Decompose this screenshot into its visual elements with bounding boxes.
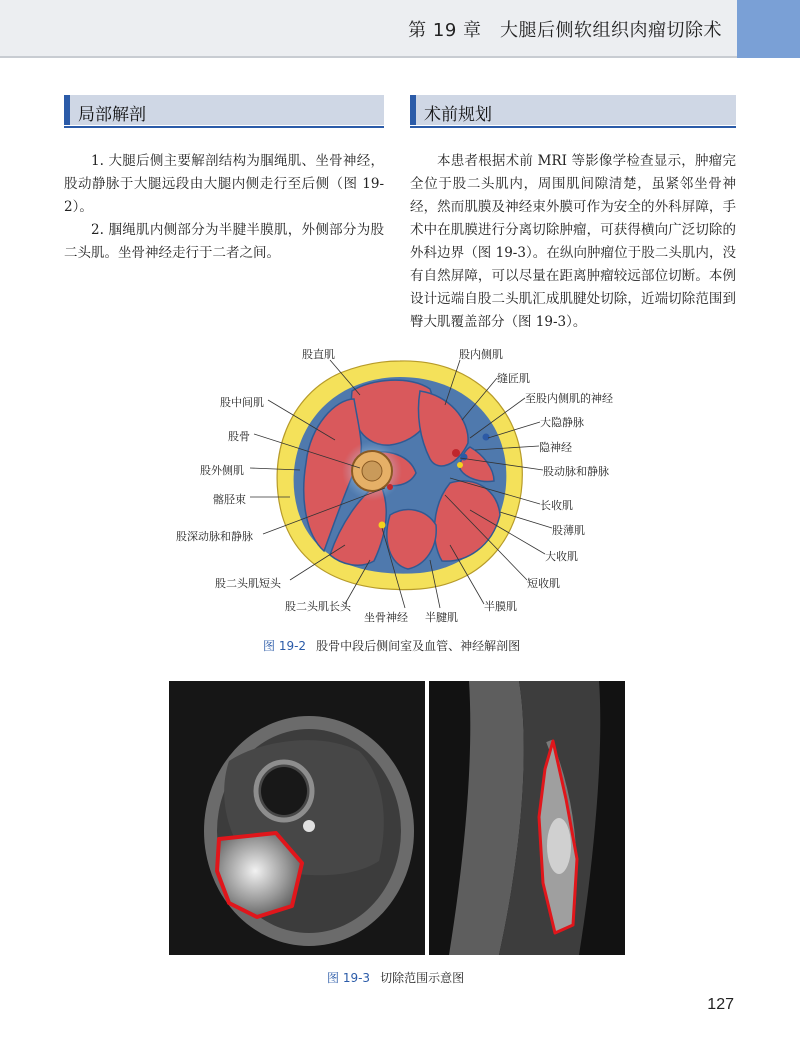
label-femur: 股骨 [228,430,250,443]
label-vastus-intermedius: 股中间肌 [220,396,264,409]
label-rectus-femoris: 股直肌 [302,348,335,361]
anatomy-paragraph-1: 1. 大腿后侧主要解剖结构为腘绳肌、坐骨神经，股动静脉于大腿远段由大腿内侧走行至后侧（图 19-2）。 [64,153,384,215]
label-iliotibial-tract: 髂胫束 [213,493,246,506]
planning-paragraph-1: 本患者根据术前 MRI 等影像学检查显示，肿瘤完全位于股二头肌内，周围肌间隙清楚，虽紧邻坐骨神经，然而肌膜及神经束外膜可作为安全的外科屏障，手术中在肌膜进行分离切除肿瘤，可获得横向广泛切除的外科边界（图 19-3）。在纵向肿瘤位于股二头肌内，没有自然屏障，可以尽量在距离肿瘤较远部位切断。本例设计远端自股二头肌汇成肌腱处切除，近端切除范围到臀大肌覆盖部分（图 19-3）。 [410,153,736,330]
label-semitendinosus: 半腱肌 [425,611,458,624]
label-femoral-vessels: 股动脉和静脉 [543,465,609,478]
label-nerve-to-vastus-medialis: 至股内侧肌的神经 [525,392,613,405]
mri-sagittal-image [429,681,625,955]
label-biceps-long-head: 股二头肌长头 [285,600,351,613]
caption-text: 股骨中段后侧间室及血管、神经解剖图 [316,639,521,653]
page-number: 127 [707,996,734,1013]
label-adductor-longus: 长收肌 [540,499,573,512]
sagittal-mri-content [429,681,625,955]
caption-text: 切除范围示意图 [380,971,465,985]
tumor-outline-axial [217,833,302,917]
anatomy-paragraph-2: 2. 腘绳肌内侧部分为半腱半膜肌，外侧部分为股二头肌。坐骨神经走行于二者之间。 [64,222,384,261]
label-adductor-magnus: 大收肌 [545,550,578,563]
label-great-saphenous-vein: 大隐静脉 [540,416,584,429]
label-semimembranosus: 半膜肌 [484,600,517,613]
chapter-title: 第 19 章 大腿后侧软组织肉瘤切除术 [408,20,722,41]
label-deep-femoral-vessels: 股深动脉和静脉 [176,530,253,543]
label-vastus-medialis: 股内侧肌 [459,348,503,361]
section-heading-text: 术前规划 [424,105,492,125]
label-saphenous-nerve: 隐神经 [539,441,572,454]
section-heading-text: 局部解剖 [78,105,146,125]
figure-19-2-caption [263,637,520,654]
label-adductor-brevis: 短收肌 [527,577,560,590]
caption-number: 图 19-2 [263,639,307,653]
axial-mri-content [169,681,425,955]
label-vastus-lateralis: 股外侧肌 [200,464,244,477]
label-biceps-short-head: 股二头肌短头 [215,577,281,590]
label-sciatic-nerve: 坐骨神经 [364,611,408,624]
label-gracilis: 股薄肌 [552,524,585,537]
mri-axial-image [169,681,425,955]
figure-19-3-caption [327,969,464,986]
caption-number: 图 19-3 [327,971,371,985]
label-sartorius: 缝匠肌 [497,372,530,385]
